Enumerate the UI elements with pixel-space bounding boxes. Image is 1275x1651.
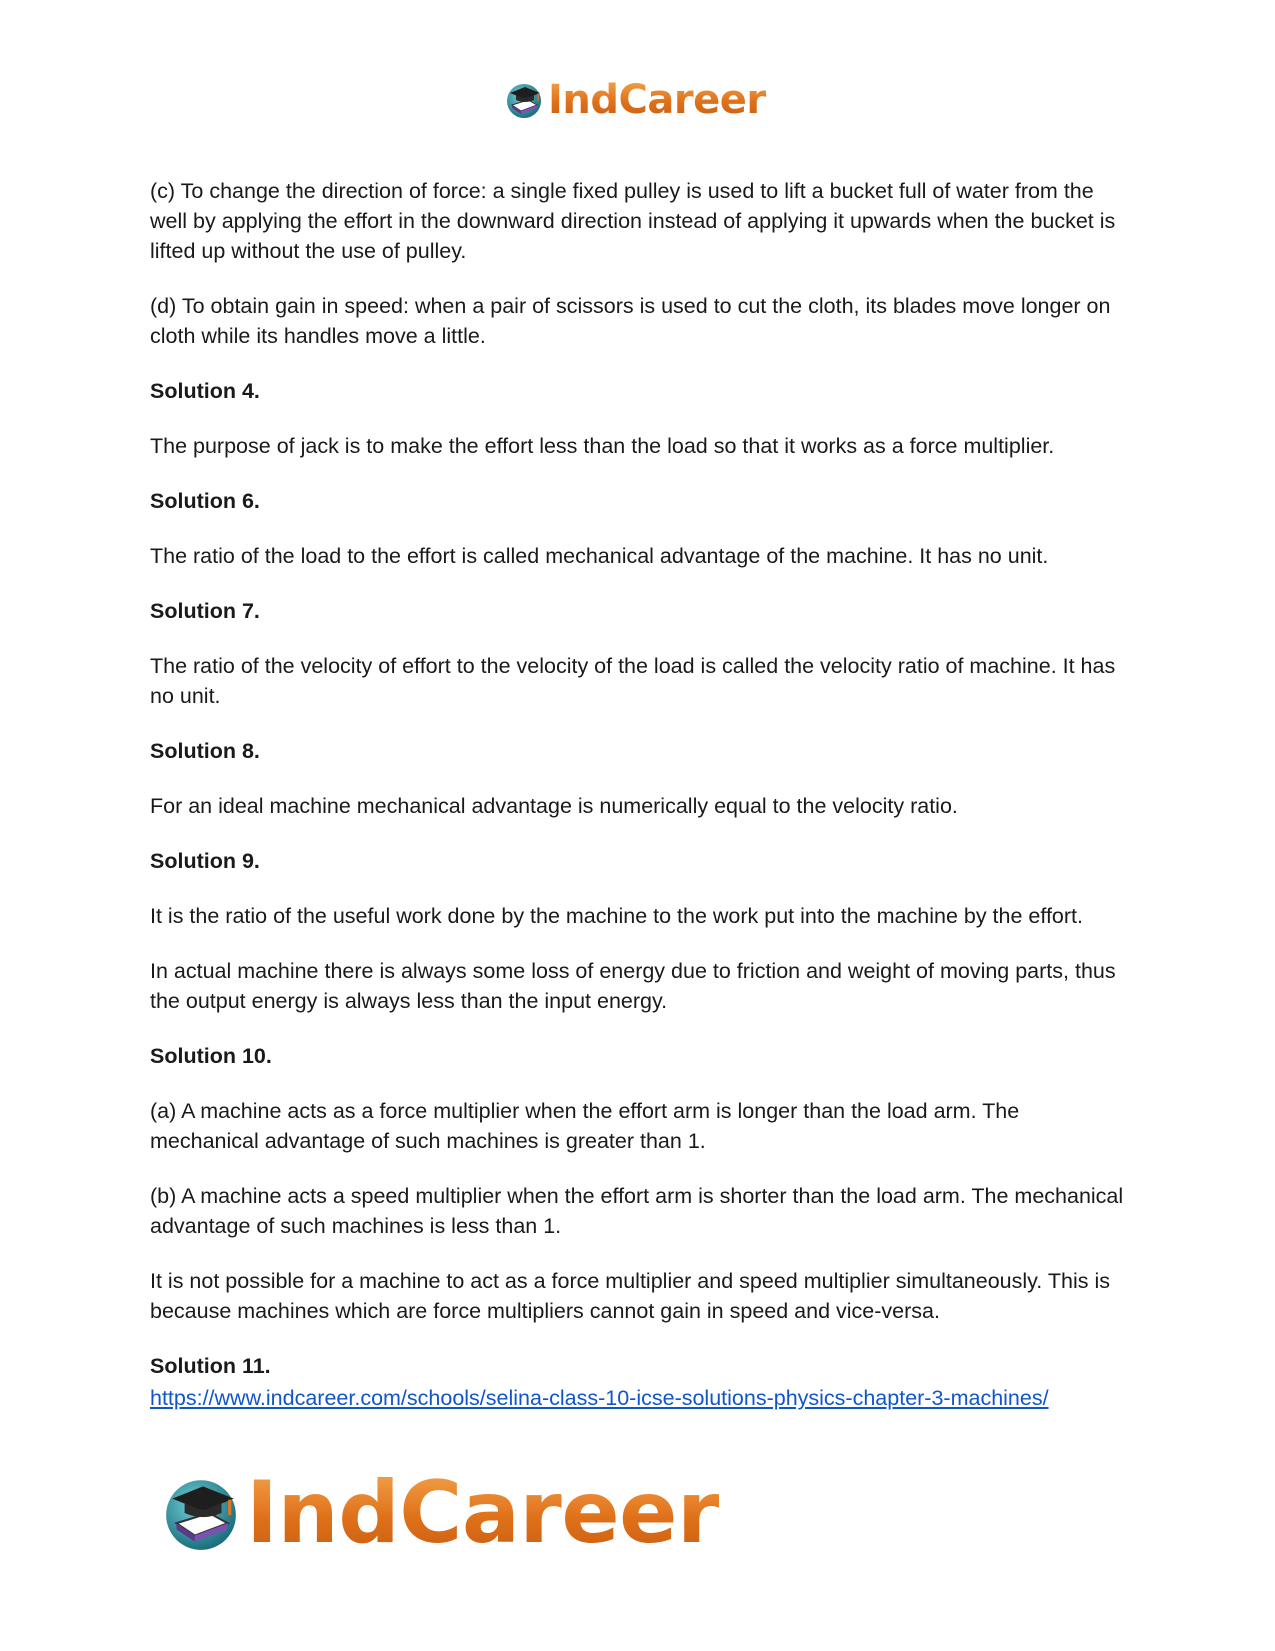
solution-10-a: (a) A machine acts as a force multiplier when the effort arm is longer than the load arm. The mechanical advantage of such machines is greater than 1. xyxy=(150,1099,1020,1153)
graduation-cap-book-globe-icon xyxy=(504,80,544,120)
solution-10-heading: Solution 10. xyxy=(150,1044,272,1068)
header-logo xyxy=(504,77,766,123)
solution-8-text: For an ideal machine mechanical advantage is numerically equal to the velocity ratio. xyxy=(150,794,958,818)
solution-7-text: The ratio of the velocity of effort to the velocity of the load is called the velocity ratio of machine. It has no unit. xyxy=(150,654,1116,708)
solution-9-text-2: In actual machine there is always some loss of energy due to friction and weight of moving parts, thus the output energy is always less than the input energy. xyxy=(150,959,1116,1013)
logo-text: IndCareer xyxy=(548,77,766,123)
solution-9-heading: Solution 9. xyxy=(150,849,260,873)
solution-11-link-paragraph xyxy=(150,1383,1130,1413)
solution-10-c: It is not possible for a machine to act as a force multiplier and speed multiplier simultaneously. This is because machines which are force multipliers cannot gain in speed and vice-versa. xyxy=(150,1269,1110,1323)
solution-9-text-1: It is the ratio of the useful work done by the machine to the work put into the machine by the effort. xyxy=(150,904,1083,928)
solution-6-text: The ratio of the load to the effort is called mechanical advantage of the machine. It has no unit. xyxy=(150,544,1049,568)
paragraph-c: (c) To change the direction of force: a single fixed pulley is used to lift a bucket full of water from the well by applying the effort in the downward direction instead of applying it upwards when the bucket is lifted up without the use of pulley. xyxy=(150,179,1116,263)
indcareer-link[interactable]: https://www.indcareer.com/schools/selina-class-10-icse-solutions-physics-chapter-3-machines/ xyxy=(150,1386,1049,1410)
solution-6-heading: Solution 6. xyxy=(150,489,260,513)
logo-text: IndCareer xyxy=(246,1463,719,1563)
solution-11-heading: Solution 11. xyxy=(150,1354,271,1378)
solution-7-heading: Solution 7. xyxy=(150,599,260,623)
solution-10-b: (b) A machine acts a speed multiplier when the effort arm is shorter than the load arm. The mechanical advantage of such machines is less than 1. xyxy=(150,1184,1124,1238)
paragraph-d: (d) To obtain gain in speed: when a pair of scissors is used to cut the cloth, its blades move longer on cloth while its handles move a little. xyxy=(150,294,1111,348)
footer-logo xyxy=(160,1463,719,1563)
solution-4-heading: Solution 4. xyxy=(150,379,260,403)
document-body xyxy=(150,176,1130,1438)
graduation-cap-book-globe-icon xyxy=(160,1472,242,1554)
solution-8-heading: Solution 8. xyxy=(150,739,260,763)
solution-4-text: The purpose of jack is to make the effort less than the load so that it works as a force multiplier. xyxy=(150,434,1055,458)
